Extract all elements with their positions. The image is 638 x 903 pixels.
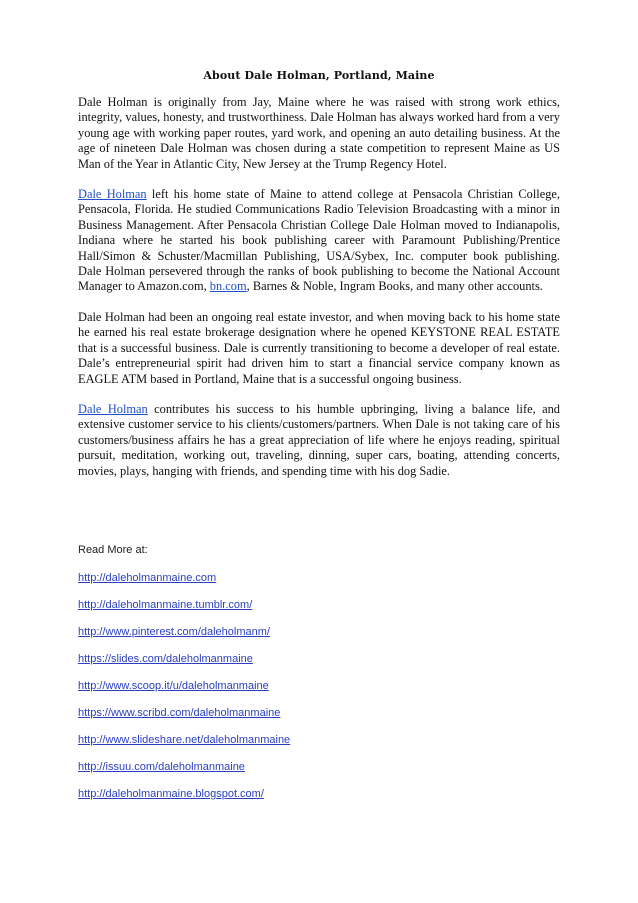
paragraph-2 bbox=[78, 187, 560, 295]
link-pinterest[interactable]: http://www.pinterest.com/daleholmanm/ bbox=[78, 626, 270, 638]
link-list bbox=[78, 572, 290, 815]
link-item bbox=[78, 788, 290, 815]
link-item bbox=[78, 599, 290, 626]
dale-holman-link[interactable]: Dale Holman bbox=[78, 187, 147, 202]
paragraph-4 bbox=[78, 402, 560, 479]
article-body bbox=[78, 95, 560, 494]
link-item bbox=[78, 707, 290, 734]
link-item bbox=[78, 734, 290, 761]
link-daleholmanmaine-com[interactable]: http://daleholmanmaine.com bbox=[78, 572, 217, 584]
paragraph-4-text: contributes his success to his humble upbringing, living a balance life, and extensive customer service to his clients/customers/partners. When Dale is not taking care of his customers/business affairs he has a great appreciation of life where he enjoys reading, spiritual pursuit, meditation, working out, traveling, dinning, super cars, boating, attending concerts, movies, plays, hanging with friends, and spending time with his dog Sadie. bbox=[78, 401, 560, 478]
link-scoop-it[interactable]: http://www.scoop.it/u/daleholmanmaine bbox=[78, 680, 269, 692]
link-item bbox=[78, 626, 290, 653]
link-item bbox=[78, 572, 290, 599]
link-blogspot[interactable]: http://daleholmanmaine.blogspot.com/ bbox=[78, 788, 264, 800]
bn-com-link[interactable]: bn.com bbox=[209, 279, 247, 294]
paragraph-2-text-a: left his home state of Maine to attend college at Pensacola Christian College, Pensacola, Florida. He studied Communications Radio Television Broadcasting with a minor in Business Management. After Pensacola Christian College Dale Holman moved to Indianapolis, Indiana where he started his book publishing career with Paramount Publishing/Prentice Hall/Simon & Schuster/Macmillan Publishing, USA/Sybex, Inc. computer book publishing. Dale Holman persevered through the ranks of book publishing to become the National Account Manager to Amazon.com, bbox=[78, 187, 560, 294]
link-item bbox=[78, 761, 290, 788]
paragraph-3: Dale Holman had been an ongoing real estate investor, and when moving back to his home state he earned his real estate brokerage designation where he opened KEYSTONE REAL ESTATE that is a successful business. Dale is currently transitioning to become a developer of real estate. Dale’s entrepreneurial spirit had driven him to start a financial service company known as EAGLE ATM based in Portland, Maine that is a successful ongoing business. bbox=[78, 309, 560, 386]
read-more-label: Read More at: bbox=[78, 544, 148, 556]
link-issuu[interactable]: http://issuu.com/daleholmanmaine bbox=[78, 761, 245, 773]
paragraph-2-text-b: , Barnes & Noble, Ingram Books, and many other accounts. bbox=[246, 279, 543, 294]
paragraph-1: Dale Holman is originally from Jay, Maine where he was raised with strong work ethics, integrity, values, honesty, and trustworthiness. Dale Holman has always worked hard from a very young age with working paper routes, yard work, and opening an auto detailing business. At the age of nineteen Dale Holman was chosen during a state competition to represent Maine as US Man of the Year in Atlantic City, New Jersey at the Trump Regency Hotel. bbox=[78, 95, 560, 171]
dale-holman-link-2[interactable]: Dale Holman bbox=[78, 401, 148, 416]
page-title: About Dale Holman, Portland, Maine bbox=[203, 69, 435, 82]
link-scribd[interactable]: https://www.scribd.com/daleholmanmaine bbox=[78, 707, 281, 719]
link-slideshare[interactable]: http://www.slideshare.net/daleholmanmaine bbox=[78, 734, 291, 746]
link-tumblr[interactable]: http://daleholmanmaine.tumblr.com/ bbox=[78, 599, 253, 611]
link-item bbox=[78, 680, 290, 707]
link-item bbox=[78, 653, 290, 680]
link-slides[interactable]: https://slides.com/daleholmanmaine bbox=[78, 653, 253, 665]
